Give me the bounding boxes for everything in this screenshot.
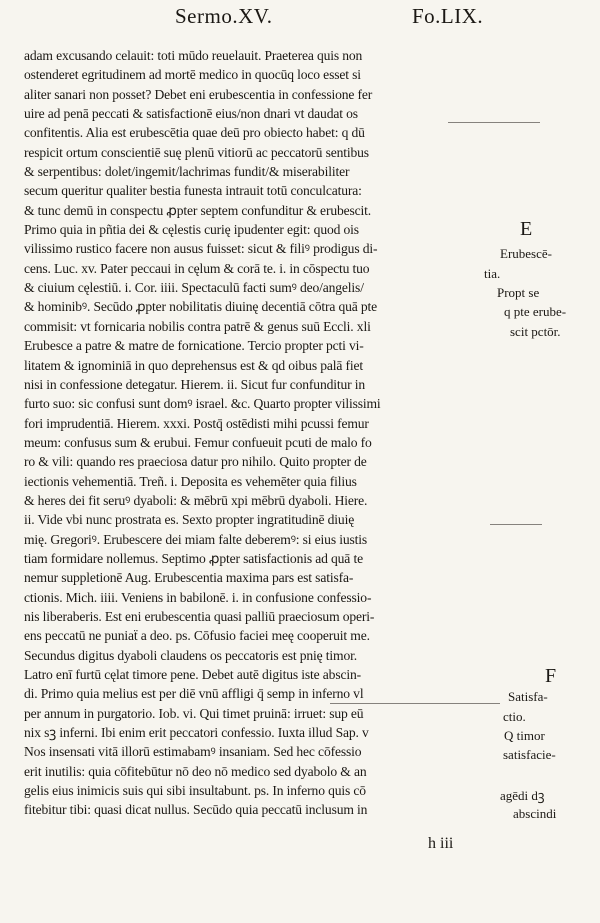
text-line: furto suo: sic confusi sunt domꝰ israel. &c. Quarto propter vilissimi (24, 396, 381, 412)
text-line: tiam formidare nollemus. Septimo ꝓpter satisfactionis ad quā te (24, 550, 363, 566)
marginal-note-abscindi: abscindi (513, 806, 557, 821)
marginal-note-satisfa: Satisfa- (508, 689, 548, 704)
text-line: per annum in purgatorio. Iob. vi. Qui timet pruinā: irruet: sup eū (24, 705, 364, 721)
text-line: meum: confusus sum & erubui. Femur confueuit pcuti de malo fo (24, 434, 372, 450)
text-line: confitentis. Alia est erubescētia quae deū pro obiecto habet: q dū (24, 125, 365, 141)
text-line: aliter sanari non posset? Debet eni erubescentia in confessione fer (24, 86, 373, 102)
header-sermon-number: Sermo.XV. (175, 4, 273, 28)
marginal-letter-e: E (520, 218, 533, 240)
text-line: & serpentibus: dolet/ingemit/lachrimas fundit/& miserabiliter (24, 164, 350, 180)
text-line: fitebitur tibi: quasi dicat nullus. Secūdo quia peccatū inclusum in (24, 802, 368, 818)
text-line: commisit: vt fornicaria nobilis contra patrē & genus suū Eccli. xli (24, 318, 371, 334)
text-line: respicit ortum conscientiē suę plenū vitiorū ac peccatorū sentibus (24, 144, 369, 160)
marginal-note-propt-se: Propt se (497, 285, 540, 300)
text-line: fori imprudentiā. Hierem. xxxi. Postq̄ ostēdisti mihi pcussi femur (24, 415, 369, 431)
marginal-note-agedi: agēdi dꝫ (500, 788, 545, 803)
text-line: Latro enī furtū cęlat timore pene. Debet autē digitus iste abscin- (24, 667, 361, 682)
manuscript-rule-line (490, 524, 542, 525)
text-line: di. Primo quia melius est per diē vnū affligi q̄ semp in inferno vl (24, 686, 364, 702)
text-line: nemur suppletionē Aug. Erubescentia maxima pars est satisfa- (24, 570, 354, 586)
text-line: Secundus digitus dyaboli claudens os peccatoris est pnię timor. (24, 647, 357, 663)
text-line: nis liberaberis. Est eni erubescentia quasi palliū praeciosum operi- (24, 608, 375, 624)
marginal-note-pte-erube: q pte erube- (504, 304, 567, 319)
header-folio-number: Fo.LIX. (412, 4, 484, 28)
text-line: gelis eius inimicis suis qui sibi insultabunt. ps. In inferno quis cō (24, 783, 366, 799)
text-line: cens. Luc. xv. Pater peccaui in cęlum & corā te. i. in cōspectu tuo (24, 260, 370, 276)
text-line: ostenderet egritudinem ad mortē medico in quocūq loco esset si (24, 67, 361, 83)
text-line: mię. Gregoriꝰ. Erubescere dei miam falte deberemꝰ: si eius iustis (24, 531, 368, 547)
text-line: nisi in confessione detegatur. Hierem. ii. Sicut fur confunditur in (24, 376, 366, 392)
marginal-letter-f: F (545, 665, 557, 687)
text-line: & ciuium cęlestiū. i. Cor. iiii. Spectaculū facti sumꝰ deo/angelis/ (24, 280, 364, 296)
text-line: ens peccatū ne puniaẗ a deo. ps. Cōfusio faciei meę cooperuit me. (24, 628, 370, 644)
text-line: erit inutilis: quia cōfitebūtur nō deo nō medico sed dyabolo & an (24, 763, 367, 779)
text-line: iectionis vehementiā. Treñ. i. Deposita es vehemēter quia filius (24, 473, 357, 489)
text-line: Erubesce a patre & matre de fornicatione. Tercio propter pcti vi- (24, 338, 364, 354)
text-line: nix sꝫ inferni. Ibi enim erit peccatori confessio. Iuxta illud Sap. v (24, 725, 369, 741)
marginal-note-scit-pctor: scit pctōr. (510, 324, 561, 339)
text-line: ii. Vide vbi nunc prostrata es. Sexto propter ingratitudinē diuię (24, 512, 355, 528)
text-line: ctionis. Mich. iiii. Veniens in babilonē. i. in confusione confessio- (24, 589, 372, 605)
marginal-note-tia: tia. (484, 266, 501, 281)
text-line: adam excusando celauit: toti mūdo reuelauit. Praeterea quis non (24, 48, 363, 63)
text-line: secum queritur qualiter bestia funesta intrauit totū conculcatura: (24, 183, 362, 199)
marginal-note-erubescens: Erubescē- (500, 246, 552, 261)
marginal-note-q-timor: Q timor (504, 728, 545, 743)
manuscript-rule-line (330, 703, 500, 704)
text-line: litatem & ignominiā in quo deprehensus est & qd oibus palā fiet (24, 357, 364, 373)
text-line: & hominibꝰ. Secūdo ꝓpter nobilitatis diuinę decentiā cōtra quā pte (24, 299, 378, 315)
marginal-note-satisfacie: satisfacie- (503, 747, 556, 762)
text-line: ro & vili: quando res praeciosa datur pro nihilo. Quito propter de (24, 454, 367, 470)
running-header (0, 4, 600, 40)
manuscript-rule-line (448, 122, 540, 123)
text-line: & tunc demū in conspectu ꝓpter septem confunditur & erubescit. (24, 202, 372, 218)
signature-mark: h iii (428, 835, 454, 852)
text-line: vilissimo rustico facere non ausus fuisset: sicut & filiꝰ prodigus di- (24, 241, 378, 257)
marginal-note-ctio: ctio. (503, 709, 526, 724)
text-line: & heres dei fit seruꝰ dyaboli: & mēbrū xpi mēbrū dyaboli. Hiere. (24, 492, 368, 508)
text-line: uire ad penā peccati & satisfactionē eius/non dnari vt daudat os (24, 106, 358, 122)
text-line: Nos insensati vitā illorū estimabamꝰ insaniam. Sed hec cōfessio (24, 744, 362, 760)
text-line: Primo quia in pñtia dei & cęlestis curię ipudenter egit: quod ois (24, 222, 359, 238)
